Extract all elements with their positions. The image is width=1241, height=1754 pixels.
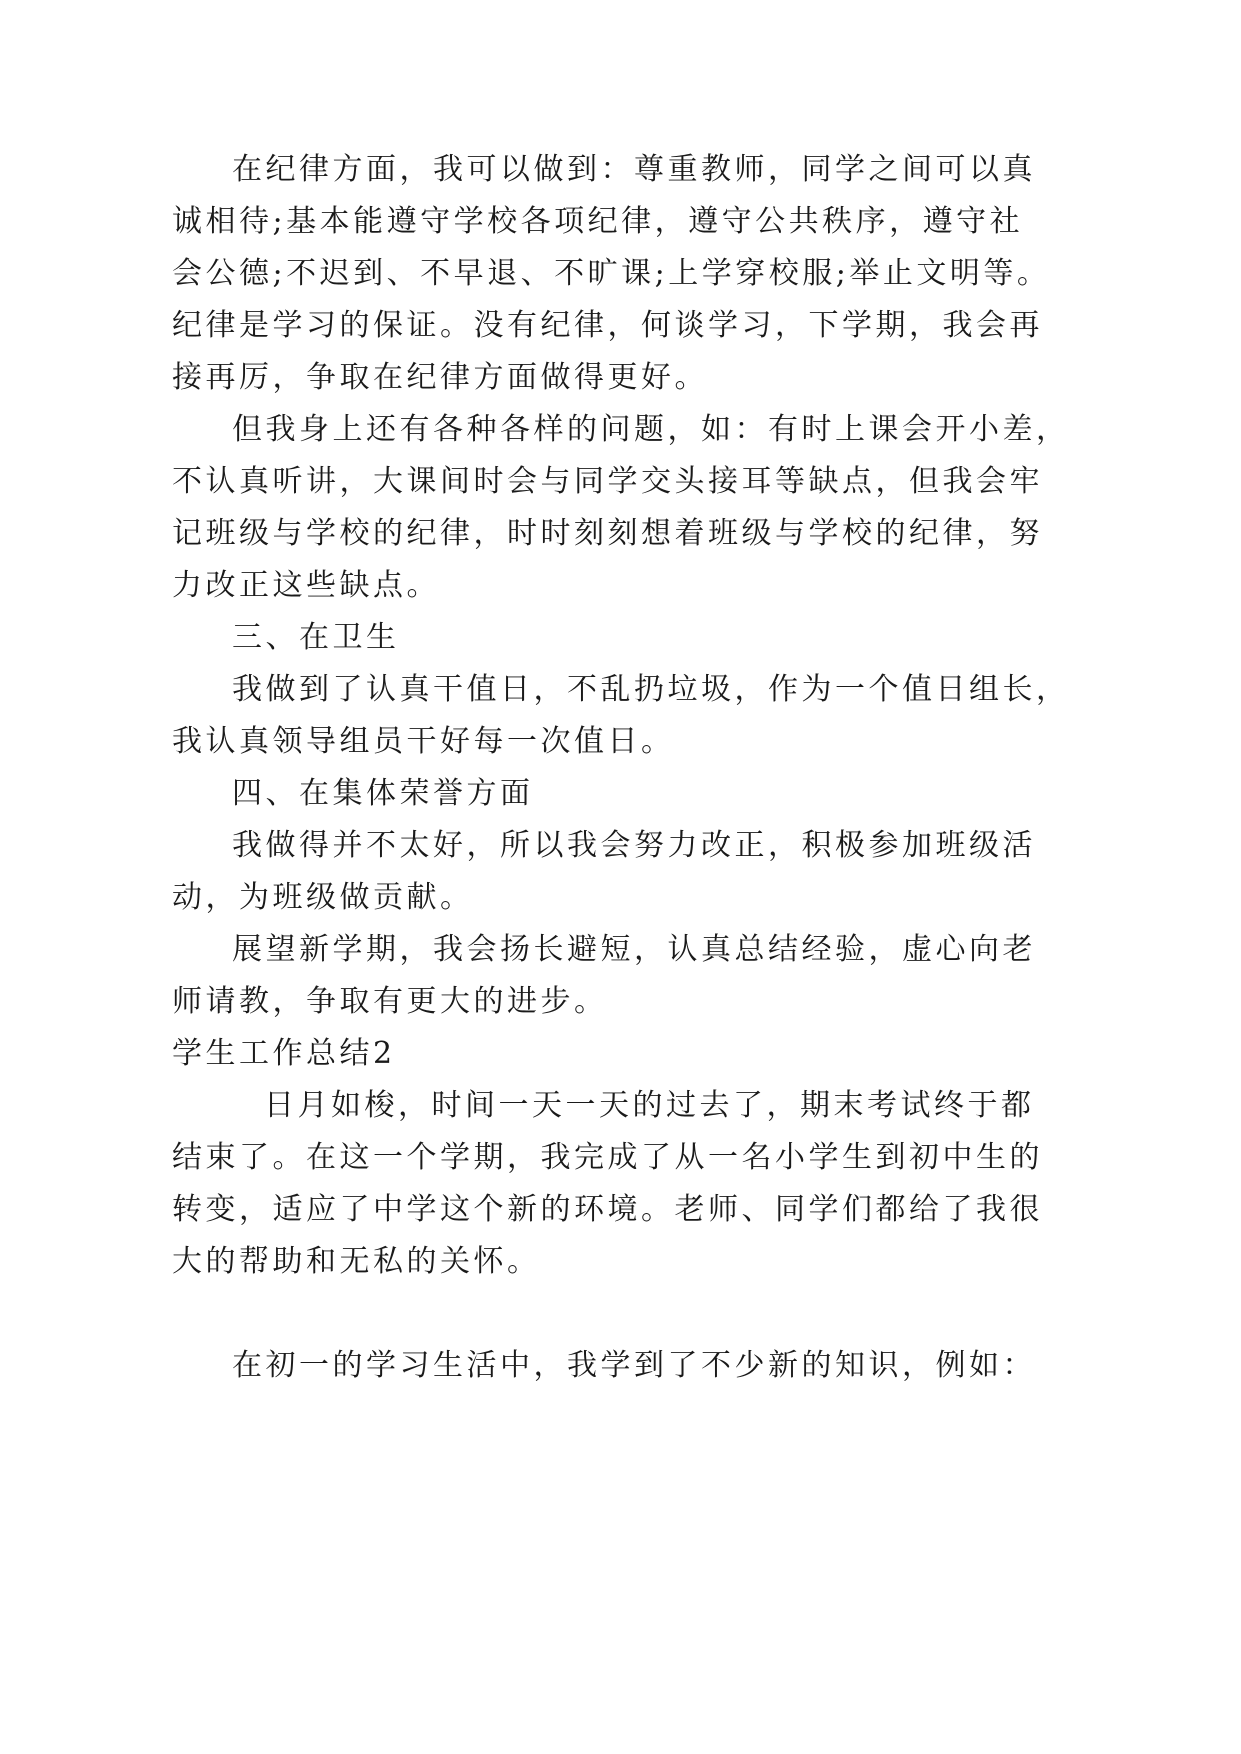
paragraph-line: 诚相待;基本能遵守学校各项纪律，遵守公共秩序，遵守社 — [172, 204, 1024, 239]
section-heading: 三、在卫生 — [232, 620, 400, 655]
paragraph-line: 记班级与学校的纪律，时时刻刻想着班级与学校的纪律，努 — [172, 516, 1043, 551]
paragraph-line: 纪律是学习的保证。没有纪律，何谈学习，下学期，我会再 — [172, 308, 1043, 343]
paragraph-line: 接再厉，争取在纪律方面做得更好。 — [172, 360, 708, 395]
paragraph-line: 在初一的学习生活中，我学到了不少新的知识，例如： — [232, 1348, 1036, 1383]
paragraph-line: 动，为班级做贡献。 — [172, 880, 474, 915]
paragraph-line: 大的帮助和无私的关怀。 — [172, 1244, 541, 1279]
paragraph-line: 日月如梭，时间一天一天的过去了，期末考试终于都 — [264, 1088, 1035, 1123]
paragraph-line: 我做得并不太好，所以我会努力改正，积极参加班级活 — [232, 828, 1036, 863]
document-title: 学生工作总结2 — [172, 1036, 396, 1071]
paragraph-line: 力改正这些缺点。 — [172, 568, 440, 603]
paragraph-line: 在纪律方面，我可以做到：尊重教师，同学之间可以真 — [232, 152, 1036, 187]
paragraph-line: 转变，适应了中学这个新的环境。老师、同学们都给了我很 — [172, 1192, 1043, 1227]
paragraph-line: 我做到了认真干值日，不乱扔垃圾，作为一个值日组长， — [232, 672, 1070, 707]
section-heading: 四、在集体荣誉方面 — [232, 776, 534, 811]
paragraph-line: 展望新学期，我会扬长避短，认真总结经验，虚心向老 — [232, 932, 1036, 967]
paragraph-line: 结束了。在这一个学期，我完成了从一名小学生到初中生的 — [172, 1140, 1043, 1175]
paragraph-line: 不认真听讲，大课间时会与同学交头接耳等缺点，但我会牢 — [172, 464, 1043, 499]
paragraph-line: 师请教，争取有更大的进步。 — [172, 984, 608, 1019]
paragraph-line: 会公德;不迟到、不早退、不旷课;上学穿校服;举止文明等。 — [172, 256, 1051, 291]
paragraph-line: 我认真领导组员干好每一次值日。 — [172, 724, 675, 759]
paragraph-line: 但我身上还有各种各样的问题，如：有时上课会开小差， — [232, 412, 1070, 447]
